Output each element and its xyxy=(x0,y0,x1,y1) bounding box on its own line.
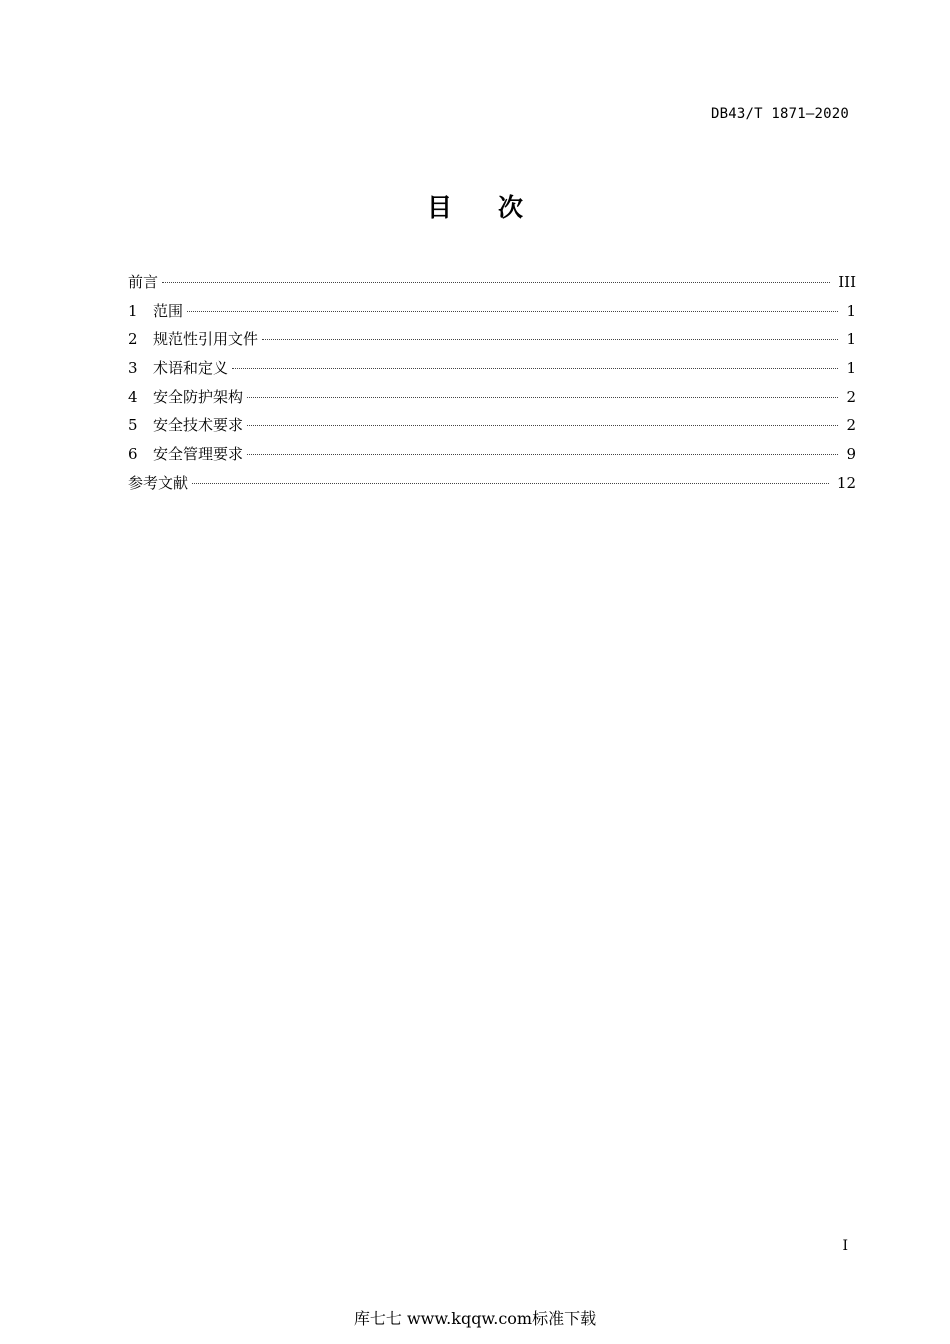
toc-entry-normative-references[interactable] xyxy=(128,325,856,354)
title-char-1: 目 xyxy=(426,193,452,222)
toc-leader-dots xyxy=(247,454,838,455)
toc-page-number: 2 xyxy=(846,387,856,406)
title-char-2: 次 xyxy=(498,193,524,222)
toc-section-number: 2 xyxy=(128,330,138,349)
toc-page-number: 1 xyxy=(846,359,856,378)
page-number: I xyxy=(842,1238,848,1254)
toc-section-number: 3 xyxy=(128,359,138,378)
toc-section-number: 6 xyxy=(128,445,138,464)
toc-entry-scope[interactable] xyxy=(128,297,856,326)
page-title xyxy=(0,188,950,224)
toc-label: 前言 xyxy=(128,273,159,291)
table-of-contents xyxy=(128,268,856,498)
standard-code: DB43/T 1871—2020 xyxy=(710,106,849,122)
toc-leader-dots xyxy=(162,282,830,283)
toc-entry-terms-definitions[interactable] xyxy=(128,354,856,383)
toc-leader-dots xyxy=(192,483,829,484)
toc-label: 安全管理要求 xyxy=(153,445,244,464)
toc-section-number: 4 xyxy=(128,387,138,406)
toc-leader-dots xyxy=(247,397,838,398)
footer-watermark[interactable]: 库七七 www.kqqw.com标准下载 xyxy=(353,1309,597,1328)
toc-entry-management-requirements[interactable] xyxy=(128,440,856,469)
toc-page-number: 1 xyxy=(846,301,856,320)
toc-page-number: 9 xyxy=(846,445,856,464)
toc-leader-dots xyxy=(262,339,838,340)
toc-label: 安全技术要求 xyxy=(153,416,244,435)
toc-entry-technical-requirements[interactable] xyxy=(128,411,856,440)
toc-section-number: 5 xyxy=(128,416,138,435)
toc-leader-dots xyxy=(232,368,838,369)
toc-label: 参考文献 xyxy=(128,473,189,492)
toc-leader-dots xyxy=(247,425,838,426)
toc-entry-preface[interactable] xyxy=(128,268,856,297)
toc-leader-dots xyxy=(187,311,838,312)
toc-label: 安全防护架构 xyxy=(153,387,244,406)
toc-page-number: III xyxy=(838,273,856,291)
toc-page-number: 1 xyxy=(846,330,856,349)
toc-page-number: 12 xyxy=(836,473,856,492)
toc-entry-security-architecture[interactable] xyxy=(128,383,856,412)
toc-label: 术语和定义 xyxy=(153,359,229,378)
toc-label: 范围 xyxy=(153,301,184,320)
toc-page-number: 2 xyxy=(846,416,856,435)
toc-label: 规范性引用文件 xyxy=(153,330,259,349)
toc-entry-bibliography[interactable] xyxy=(128,469,856,498)
toc-section-number: 1 xyxy=(128,301,138,320)
